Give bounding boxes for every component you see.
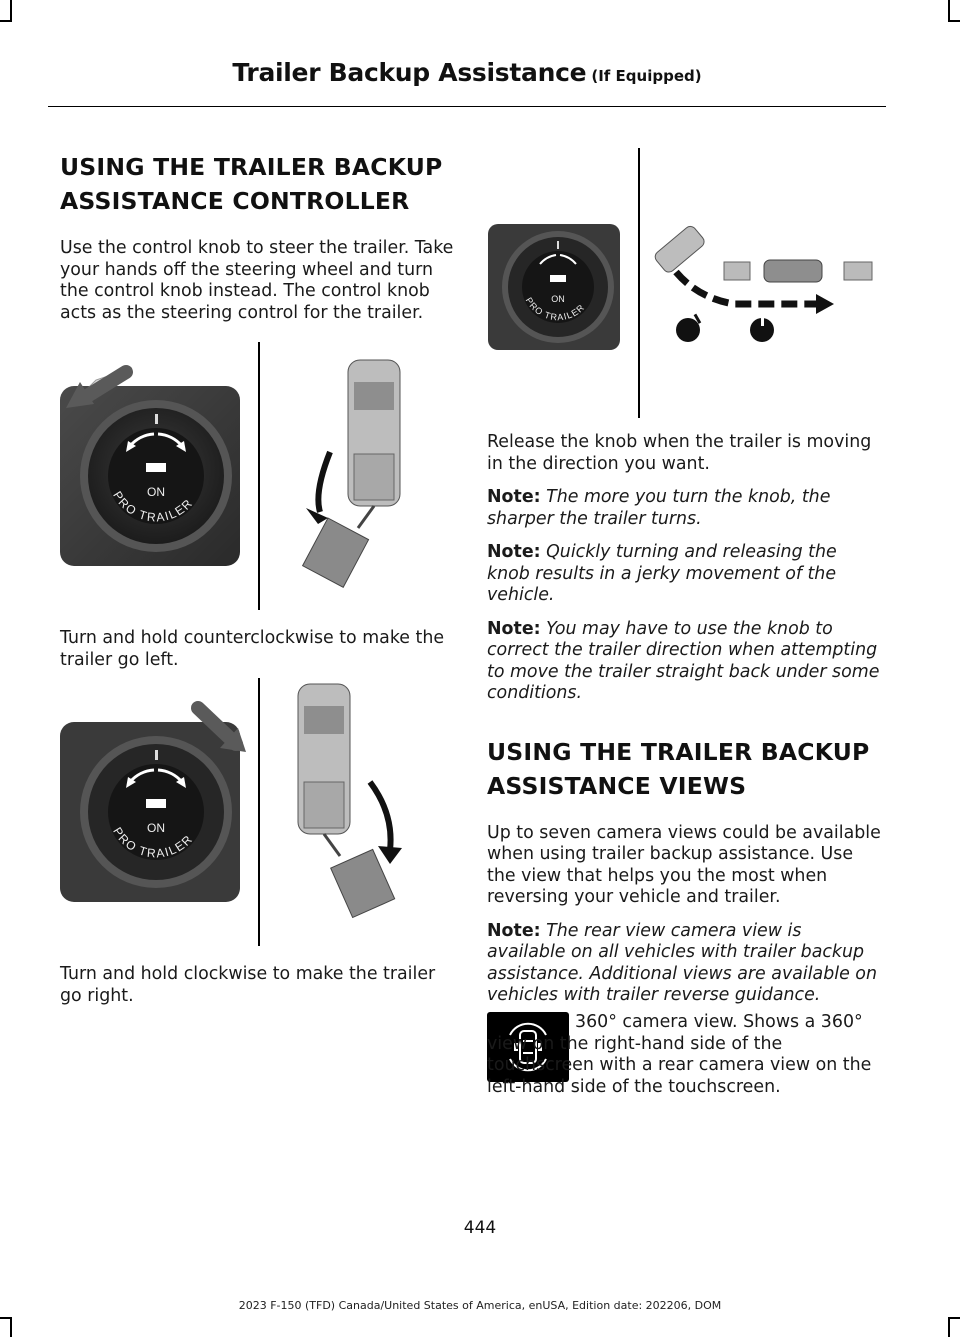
crop-mark	[10, 0, 12, 22]
figure-turn-left	[60, 342, 410, 610]
figure-release-knob	[488, 148, 884, 418]
heading-line: ASSISTANCE CONTROLLER	[60, 187, 410, 215]
views-note	[487, 921, 883, 1007]
page-title: Trailer Backup Assistance	[232, 58, 587, 87]
knob-on-label: ON	[147, 821, 165, 835]
note-label: Note:	[487, 920, 541, 941]
note-item	[487, 619, 883, 705]
trailer-icon	[146, 463, 166, 472]
figure-divider	[258, 678, 260, 946]
direction-arrow	[318, 452, 330, 512]
knob-mini-turned	[676, 318, 700, 342]
trailer-small	[844, 262, 872, 280]
note-text: You may have to use the knob to correct the trailer direction when attempting to move the trailer straight back under some conditions.	[487, 618, 880, 703]
knob-on-label: ON	[147, 485, 165, 499]
crop-mark	[948, 20, 960, 22]
crop-mark	[948, 0, 950, 22]
note-text: Quickly turning and releasing the knob results in a jerky movement of the vehicle.	[487, 542, 837, 605]
page-footer: 2023 F-150 (TFD) Canada/United States of America, enUSA, Edition date: 202206, DOM	[238, 1299, 722, 1312]
truck-top-view	[348, 360, 400, 506]
note-text: The more you turn the knob, the sharper the trailer turns.	[487, 487, 831, 529]
truck-turning	[653, 224, 707, 275]
note-text: The rear view camera view is available on all vehicles with trailer backup assistance. Additional views are available on vehicles with trailer reverse guidance.	[487, 920, 877, 1005]
page-subtitle: (If Equipped)	[591, 67, 702, 85]
caption-turn-right: Turn and hold clockwise to make the trailer go right.	[60, 964, 436, 1006]
crop-mark	[948, 1317, 960, 1319]
note-item	[487, 487, 883, 530]
controller-intro: Use the control knob to steer the trailer. Take your hands off the steering wheel and turn the control knob instead. The control knob acts as the steering control for the trailer.	[60, 238, 454, 323]
truck-straight	[764, 260, 822, 282]
camera-360-description: 360° camera view. Shows a 360° view on the right-hand side of the touchscreen with a rear camera view on the left-hand side of the touchscreen.	[487, 1012, 872, 1097]
left-column	[60, 150, 460, 324]
section-heading-controller	[60, 150, 460, 218]
direction-arrow	[370, 782, 391, 850]
note-label: Note:	[487, 542, 541, 562]
crop-mark	[948, 1317, 950, 1337]
knob-ring-label: PRO TRAILER	[110, 824, 196, 861]
heading-line: USING THE TRAILER BACKUP	[60, 153, 443, 181]
page-header	[48, 58, 886, 87]
trailer-top-view	[331, 849, 395, 917]
knob-ring-label: PRO TRAILER	[110, 488, 196, 525]
truck-top-view	[298, 684, 350, 834]
crop-mark	[10, 1317, 12, 1337]
release-text: Release the knob when the trailer is moving in the direction you want.	[487, 432, 872, 474]
crop-mark	[0, 1317, 12, 1319]
figure-divider	[638, 148, 640, 418]
figure-turn-right	[60, 678, 410, 946]
heading-line: USING THE TRAILER BACKUP	[487, 737, 870, 766]
note-item	[487, 542, 883, 607]
release-illustration	[488, 148, 884, 418]
note-label: Note:	[487, 618, 541, 639]
section-heading-views	[487, 735, 883, 803]
knob-left-illustration	[60, 342, 410, 610]
knob-right-illustration	[60, 678, 410, 946]
note-label: Note:	[487, 487, 541, 507]
page-number: 444	[463, 1218, 497, 1238]
heading-line: ASSISTANCE VIEWS	[487, 771, 747, 800]
trailer-small	[724, 262, 750, 280]
caption-turn-left: Turn and hold counterclockwise to make the trailer go left.	[60, 628, 445, 670]
trailer-icon	[550, 275, 566, 282]
knob-on-label: ON	[551, 294, 565, 304]
right-column	[487, 432, 883, 1007]
header-rule	[48, 106, 886, 107]
trailer-icon	[146, 799, 166, 808]
crop-mark	[0, 20, 12, 22]
figure-divider	[258, 342, 260, 610]
knob-ring-label: PRO TRAILER	[523, 295, 587, 323]
views-intro: Up to seven camera views could be available when using trailer backup assistance. Use the view that helps you the most when reversing your vehicle and trailer.	[487, 822, 881, 907]
